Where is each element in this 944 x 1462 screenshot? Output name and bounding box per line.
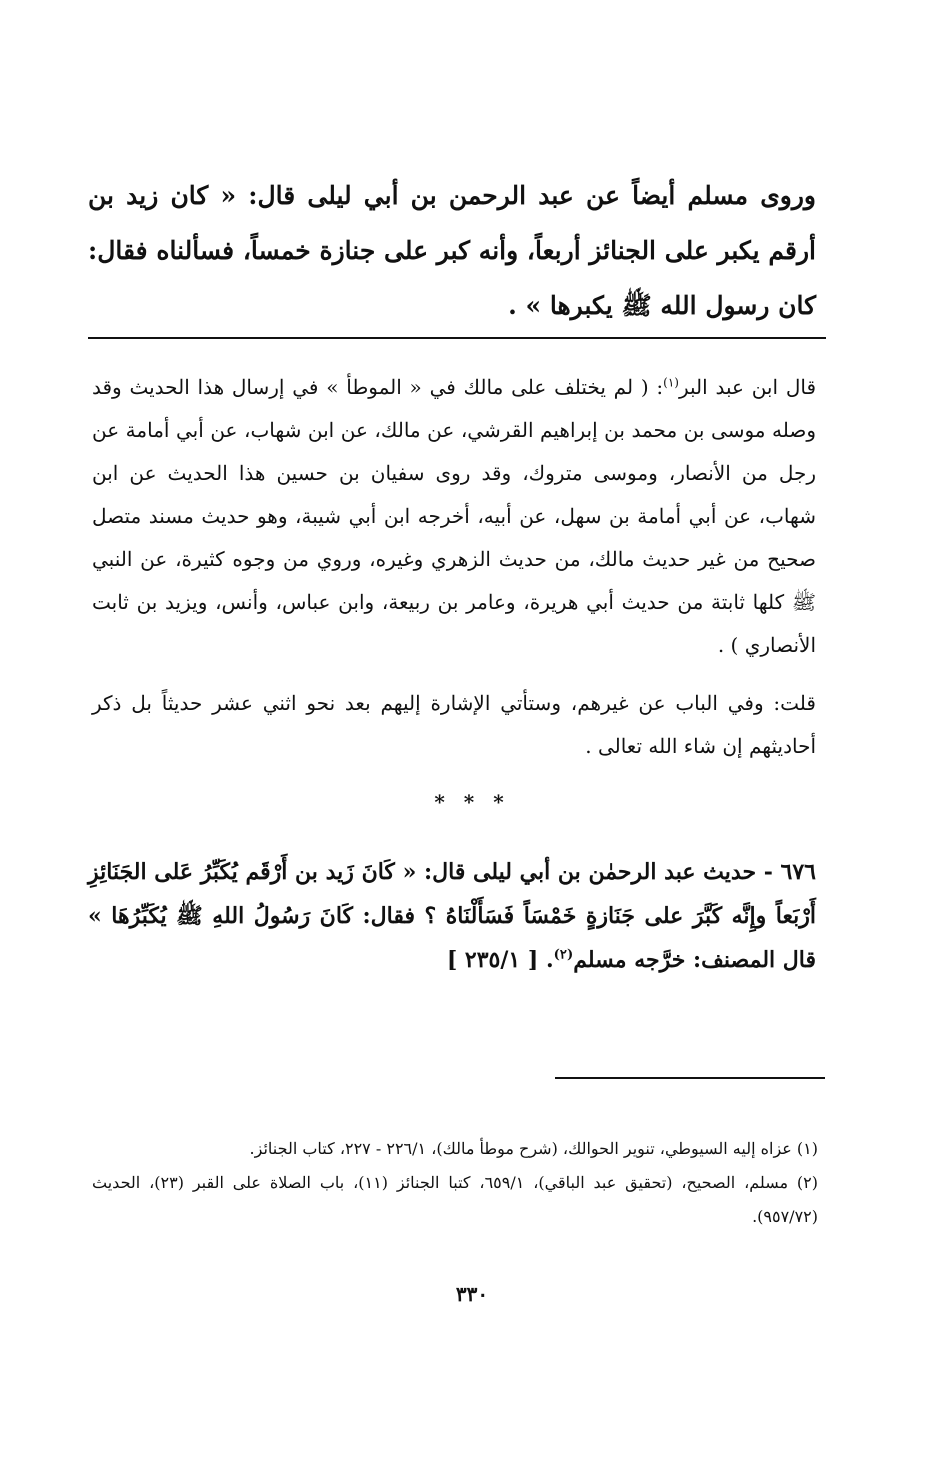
commentary-paragraph bbox=[92, 366, 816, 667]
hadith-text: ٦٧٦ - حديث عبد الرحمٰن بن أبي ليلى قال: « كَانَ زَيد بن أَرْقَم يُكَبِّرُ عَلى الجَنَائِزِ أَرْبَعاً وإِنَّه كَبَّرَ على جَنَازةٍ خَمْسَاً فَسَأَلْنَاهُ ؟ فقال: كَانَ رَسُولُ اللهِ ﷺ يُكَبِّرُهَا » قال المصنف: خرَّجه مسلم bbox=[88, 859, 816, 973]
footnote-1: (١) عزاه إليه السيوطي، تنوير الحوالك، (شرح موطأ مالك)، ٢٢٦/١ - ٢٢٧، كتاب الجنائز. bbox=[249, 1139, 818, 1158]
footnote-2: (٢) مسلم، الصحيح، (تحقيق عبد الباقي)، ٦٥٩/١، كتبا الجنائز (١١)، باب الصلاة على القبر (٢٣)، الحديث (٩٥٧/٧٢). bbox=[92, 1173, 819, 1226]
intro-text: وروى مسلم أيضاً عن عبد الرحمن بن أبي ليلى قال: « كان زيد بن أرقم يكبر على الجنائز أربعاً، وأنه كبر على جنازة خمساً، فسألناه فقال: كان رسول الله ﷺ يكبرها » . bbox=[88, 181, 816, 320]
commentary-body: : ( لم يختلف على مالك في « الموطأ » في إرسال هذا الحديث وقد وصله موسى بن محمد بن إبراهيم القرشي، عن مالك، عن ابن شهاب، عن أبي أمامة عن رجل من الأنصار، وموسى متروك، وقد روى سفيان بن حسين هذا الحديث عن ابن شهاب، عن أبي أمامة بن سهل، عن أبيه، أخرجه ابن أبي شيبة، وهو حديث مسند متصل صحيح من غير حديث مالك، من حديث الزهري وغيره، وروي من وجوه كثيرة، عن النبي ﷺ كلها ثابتة من حديث أبي هريرة، وعامر بن ربيعة، وابن عباس، وأنس، ويزيد بن ثابت الأنصاري ) . bbox=[92, 375, 816, 657]
footnote-divider bbox=[555, 1077, 825, 1079]
page-number: ٣٣٠ bbox=[455, 1282, 489, 1306]
note-text: قلت: وفي الباب عن غيرهم، وستأتي الإشارة إليهم بعد نحو اثني عشر حديثاً بل ذكر أحاديثهم إن شاء الله تعالى . bbox=[92, 691, 816, 758]
note-paragraph bbox=[92, 682, 816, 768]
intro-paragraph bbox=[88, 168, 816, 333]
section-divider bbox=[88, 337, 826, 339]
commentary-lead: قال ابن عبد البر bbox=[678, 375, 817, 399]
footnote-ref-1: (١) bbox=[663, 375, 679, 390]
footnotes bbox=[92, 1132, 818, 1234]
footnote-ref-2: (٢) bbox=[553, 947, 574, 963]
hadith-reference: . [ ٢٣٥/١ ] bbox=[446, 947, 554, 973]
asterisk-separator: * * * bbox=[434, 790, 510, 814]
hadith-paragraph bbox=[88, 850, 816, 982]
